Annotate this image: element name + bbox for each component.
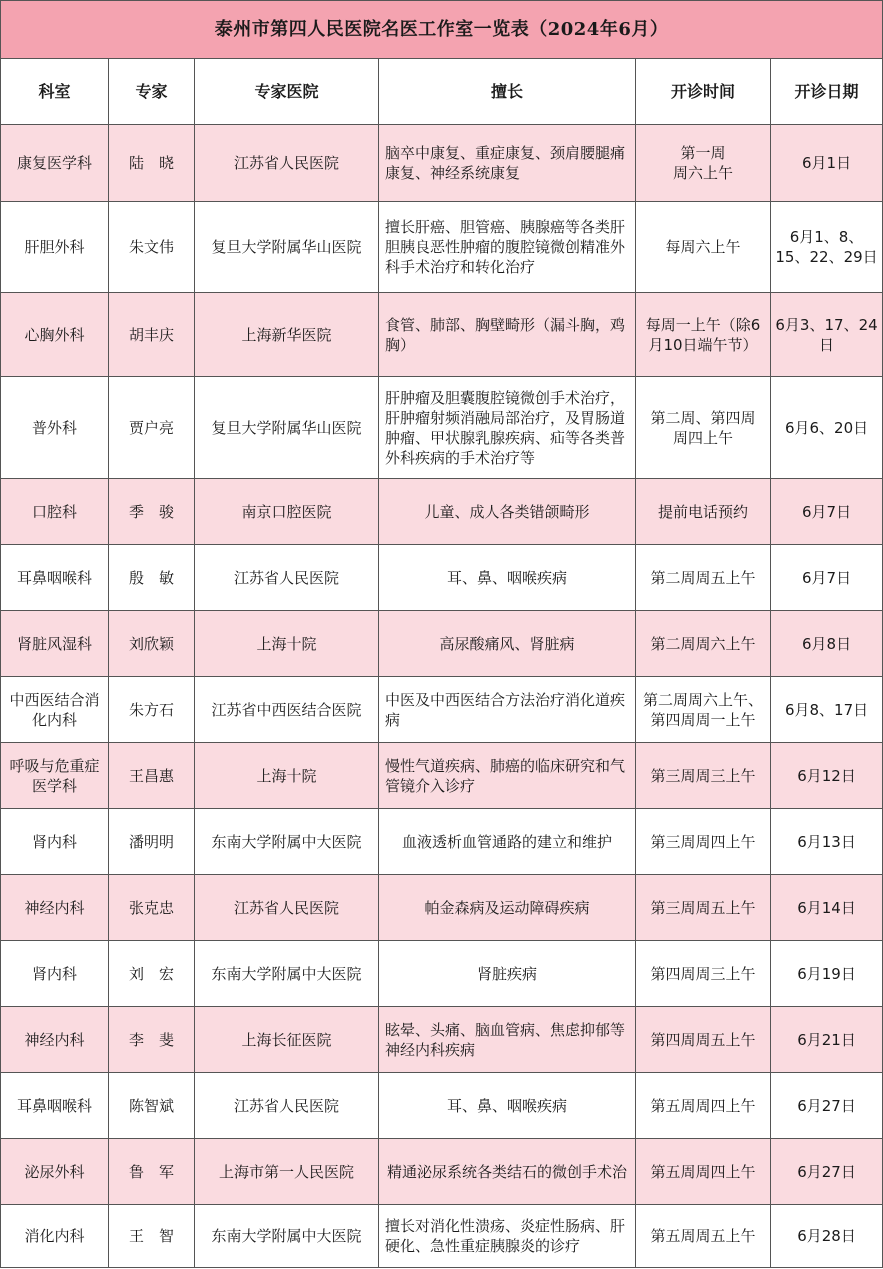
cell-hospital: 江苏省人民医院	[195, 1073, 379, 1139]
header-specialty: 擅长	[379, 59, 636, 125]
cell-specialty: 耳、鼻、咽喉疾病	[379, 1073, 636, 1139]
table-row	[1, 611, 883, 677]
cell-time: 提前电话预约	[636, 479, 771, 545]
cell-hospital: 东南大学附属中大医院	[195, 809, 379, 875]
cell-dept: 消化内科	[1, 1205, 109, 1268]
cell-specialty: 脑卒中康复、重症康复、颈肩腰腿痛康复、神经系统康复	[379, 125, 636, 202]
cell-dept: 泌尿外科	[1, 1139, 109, 1205]
table-row	[1, 125, 883, 202]
cell-date: 6月7日	[771, 545, 883, 611]
cell-time: 第二周周五上午	[636, 545, 771, 611]
cell-specialty: 慢性气道疾病、肺癌的临床研究和气管镜介入诊疗	[379, 743, 636, 809]
header-dept: 科室	[1, 59, 109, 125]
cell-date: 6月28日	[771, 1205, 883, 1268]
cell-hospital: 上海新华医院	[195, 293, 379, 377]
cell-dept: 肾内科	[1, 809, 109, 875]
cell-time: 第二周、第四周 周四上午	[636, 377, 771, 479]
cell-dept: 神经内科	[1, 1007, 109, 1073]
table-row	[1, 1007, 883, 1073]
cell-time: 第四周周三上午	[636, 941, 771, 1007]
cell-dept: 中西医结合消化内科	[1, 677, 109, 743]
cell-hospital: 上海十院	[195, 611, 379, 677]
cell-dept: 呼吸与危重症医学科	[1, 743, 109, 809]
table-row	[1, 1073, 883, 1139]
cell-date: 6月3、17、24日	[771, 293, 883, 377]
cell-date: 6月14日	[771, 875, 883, 941]
cell-expert: 朱方石	[109, 677, 195, 743]
cell-date: 6月8日	[771, 611, 883, 677]
cell-expert: 刘 宏	[109, 941, 195, 1007]
table-row	[1, 743, 883, 809]
cell-hospital: 江苏省人民医院	[195, 125, 379, 202]
cell-expert: 王 智	[109, 1205, 195, 1268]
table-row	[1, 545, 883, 611]
cell-time: 第五周周四上午	[636, 1139, 771, 1205]
cell-dept: 耳鼻咽喉科	[1, 545, 109, 611]
header-time: 开诊时间	[636, 59, 771, 125]
cell-specialty: 眩晕、头痛、脑血管病、焦虑抑郁等神经内科疾病	[379, 1007, 636, 1073]
cell-time: 第三周周三上午	[636, 743, 771, 809]
table-row	[1, 941, 883, 1007]
cell-date: 6月13日	[771, 809, 883, 875]
cell-expert: 朱文伟	[109, 202, 195, 293]
cell-expert: 贾户亮	[109, 377, 195, 479]
table-row	[1, 677, 883, 743]
table-title: 泰州市第四人民医院名医工作室一览表（2024年6月）	[1, 1, 883, 59]
cell-expert: 鲁 军	[109, 1139, 195, 1205]
cell-dept: 肾内科	[1, 941, 109, 1007]
cell-hospital: 复旦大学附属华山医院	[195, 377, 379, 479]
cell-date: 6月19日	[771, 941, 883, 1007]
cell-expert: 王昌惠	[109, 743, 195, 809]
cell-dept: 康复医学科	[1, 125, 109, 202]
cell-time: 每周六上午	[636, 202, 771, 293]
cell-expert: 季 骏	[109, 479, 195, 545]
cell-date: 6月21日	[771, 1007, 883, 1073]
cell-hospital: 上海长征医院	[195, 1007, 379, 1073]
cell-date: 6月8、17日	[771, 677, 883, 743]
cell-dept: 肝胆外科	[1, 202, 109, 293]
cell-dept: 耳鼻咽喉科	[1, 1073, 109, 1139]
cell-time: 每周一上午（除6月10日端午节）	[636, 293, 771, 377]
table-row	[1, 1205, 883, 1268]
cell-time: 第一周 周六上午	[636, 125, 771, 202]
cell-specialty: 帕金森病及运动障碍疾病	[379, 875, 636, 941]
table-row	[1, 875, 883, 941]
cell-specialty: 耳、鼻、咽喉疾病	[379, 545, 636, 611]
cell-hospital: 南京口腔医院	[195, 479, 379, 545]
cell-hospital: 江苏省人民医院	[195, 545, 379, 611]
cell-expert: 陆 晓	[109, 125, 195, 202]
header-hospital: 专家医院	[195, 59, 379, 125]
cell-specialty: 中医及中西医结合方法治疗消化道疾病	[379, 677, 636, 743]
header-expert: 专家	[109, 59, 195, 125]
cell-expert: 潘明明	[109, 809, 195, 875]
cell-specialty: 儿童、成人各类错颌畸形	[379, 479, 636, 545]
cell-hospital: 东南大学附属中大医院	[195, 1205, 379, 1268]
cell-specialty: 血液透析血管通路的建立和维护	[379, 809, 636, 875]
cell-specialty: 擅长对消化性溃疡、炎症性肠病、肝硬化、急性重症胰腺炎的诊疗	[379, 1205, 636, 1268]
cell-dept: 口腔科	[1, 479, 109, 545]
cell-expert: 李 斐	[109, 1007, 195, 1073]
cell-expert: 胡丰庆	[109, 293, 195, 377]
cell-date: 6月12日	[771, 743, 883, 809]
cell-dept: 普外科	[1, 377, 109, 479]
cell-hospital: 江苏省中西医结合医院	[195, 677, 379, 743]
cell-date: 6月1日	[771, 125, 883, 202]
table-row	[1, 202, 883, 293]
header-date: 开诊日期	[771, 59, 883, 125]
cell-hospital: 东南大学附属中大医院	[195, 941, 379, 1007]
cell-expert: 刘欣颖	[109, 611, 195, 677]
cell-hospital: 上海市第一人民医院	[195, 1139, 379, 1205]
cell-date: 6月6、20日	[771, 377, 883, 479]
cell-specialty: 高尿酸痛风、肾脏病	[379, 611, 636, 677]
cell-specialty: 精通泌尿系统各类结石的微创手术治	[379, 1139, 636, 1205]
cell-dept: 心胸外科	[1, 293, 109, 377]
cell-time: 第二周周六上午	[636, 611, 771, 677]
cell-specialty: 食管、肺部、胸壁畸形（漏斗胸，鸡胸）	[379, 293, 636, 377]
cell-date: 6月27日	[771, 1073, 883, 1139]
cell-expert: 陈智斌	[109, 1073, 195, 1139]
table-row	[1, 1139, 883, 1205]
table-body	[1, 125, 883, 1268]
cell-dept: 神经内科	[1, 875, 109, 941]
cell-dept: 肾脏风湿科	[1, 611, 109, 677]
table-row	[1, 809, 883, 875]
cell-specialty: 肾脏疾病	[379, 941, 636, 1007]
header-row	[1, 59, 883, 125]
cell-date: 6月7日	[771, 479, 883, 545]
cell-time: 第三周周四上午	[636, 809, 771, 875]
cell-time: 第五周周四上午	[636, 1073, 771, 1139]
cell-time: 第五周周五上午	[636, 1205, 771, 1268]
table-row	[1, 377, 883, 479]
cell-date: 6月1、8、15、22、29日	[771, 202, 883, 293]
table-row	[1, 293, 883, 377]
cell-specialty: 肝肿瘤及胆囊腹腔镜微创手术治疗，肝肿瘤射频消融局部治疗，及胃肠道肿瘤、甲状腺乳腺疾病、疝等各类普外科疾病的手术治疗等	[379, 377, 636, 479]
cell-hospital: 江苏省人民医院	[195, 875, 379, 941]
cell-hospital: 复旦大学附属华山医院	[195, 202, 379, 293]
cell-time: 第三周周五上午	[636, 875, 771, 941]
cell-time: 第二周周六上午、第四周周一上午	[636, 677, 771, 743]
cell-time: 第四周周五上午	[636, 1007, 771, 1073]
cell-hospital: 上海十院	[195, 743, 379, 809]
cell-expert: 殷 敏	[109, 545, 195, 611]
cell-expert: 张克忠	[109, 875, 195, 941]
cell-specialty: 擅长肝癌、胆管癌、胰腺癌等各类肝胆胰良恶性肿瘤的腹腔镜微创精准外科手术治疗和转化治疗	[379, 202, 636, 293]
table-row	[1, 479, 883, 545]
cell-date: 6月27日	[771, 1139, 883, 1205]
